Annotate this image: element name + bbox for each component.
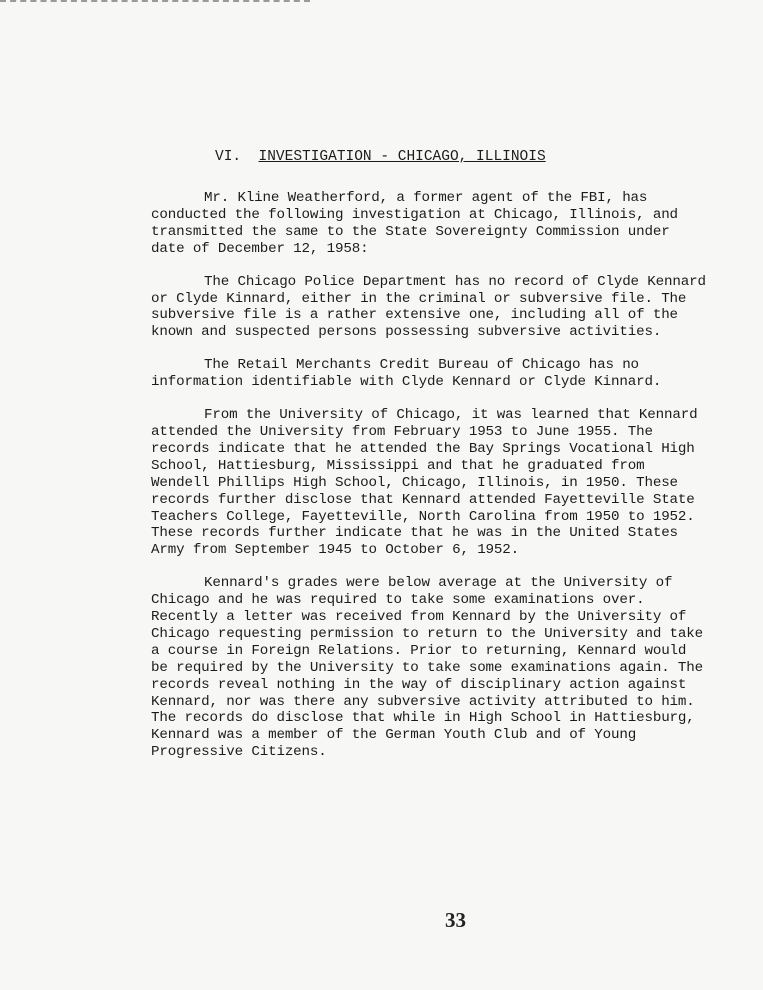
section-numeral: VI. — [215, 149, 242, 165]
section-heading — [215, 148, 711, 166]
page-number: 33 — [445, 908, 466, 932]
paragraph-police: The Chicago Police Department has no record of Clyde Kennard or Clyde Kinnard, either in the criminal or subversive file. The subversive file is a rather extensive one, including all of the known and suspected persons possessing subversive activities. — [151, 273, 706, 341]
paragraph-credit-bureau: The Retail Merchants Credit Bureau of Chicago has no information identifiable with Clyde Kennard or Clyde Kinnard. — [151, 357, 662, 391]
paragraph-grades: Kennard's grades were below average at the University of Chicago and he was required to take some examinations over. Recently a letter was received from Kennard by the University of Chicago requesting permission to return to the University and take a course in Foreign Relations. Prior to returning, Kennard would be required by the University to take some examinations again. The records reveal nothing in the way of disciplinary action against Kennard, nor was there any subversive activity attributed to him. The records do disclose that while in High School in Hattiesburg, Kennard was a member of the German Youth Club and of Young Progressive Citizens. — [151, 575, 704, 761]
section-title: INVESTIGATION - CHICAGO, ILLINOIS — [258, 149, 546, 165]
paragraph-university: From the University of Chicago, it was learned that Kennard attended the University from February 1953 to June 1955. The records indicate that he attended the Bay Springs Vocational High School, Hattiesburg, Mississippi and that he graduated from Wendell Phillips High School, Chicago, Illinois, in 1950. These records further disclose that Kennard attended Fayetteville State Teachers College, Fayetteville, North Carolina from 1950 to 1952. These records further indicate that he was in the United States Army from September 1945 to October 6, 1952. — [151, 407, 698, 559]
top-edge-dashes — [0, 0, 310, 6]
document-page — [151, 148, 711, 777]
paragraph-intro: Mr. Kline Weatherford, a former agent of the FBI, has conducted the following investigation at Chicago, Illinois, and transmitted the same to the State Sovereignty Commission under date of December 12, 1958: — [151, 190, 678, 257]
